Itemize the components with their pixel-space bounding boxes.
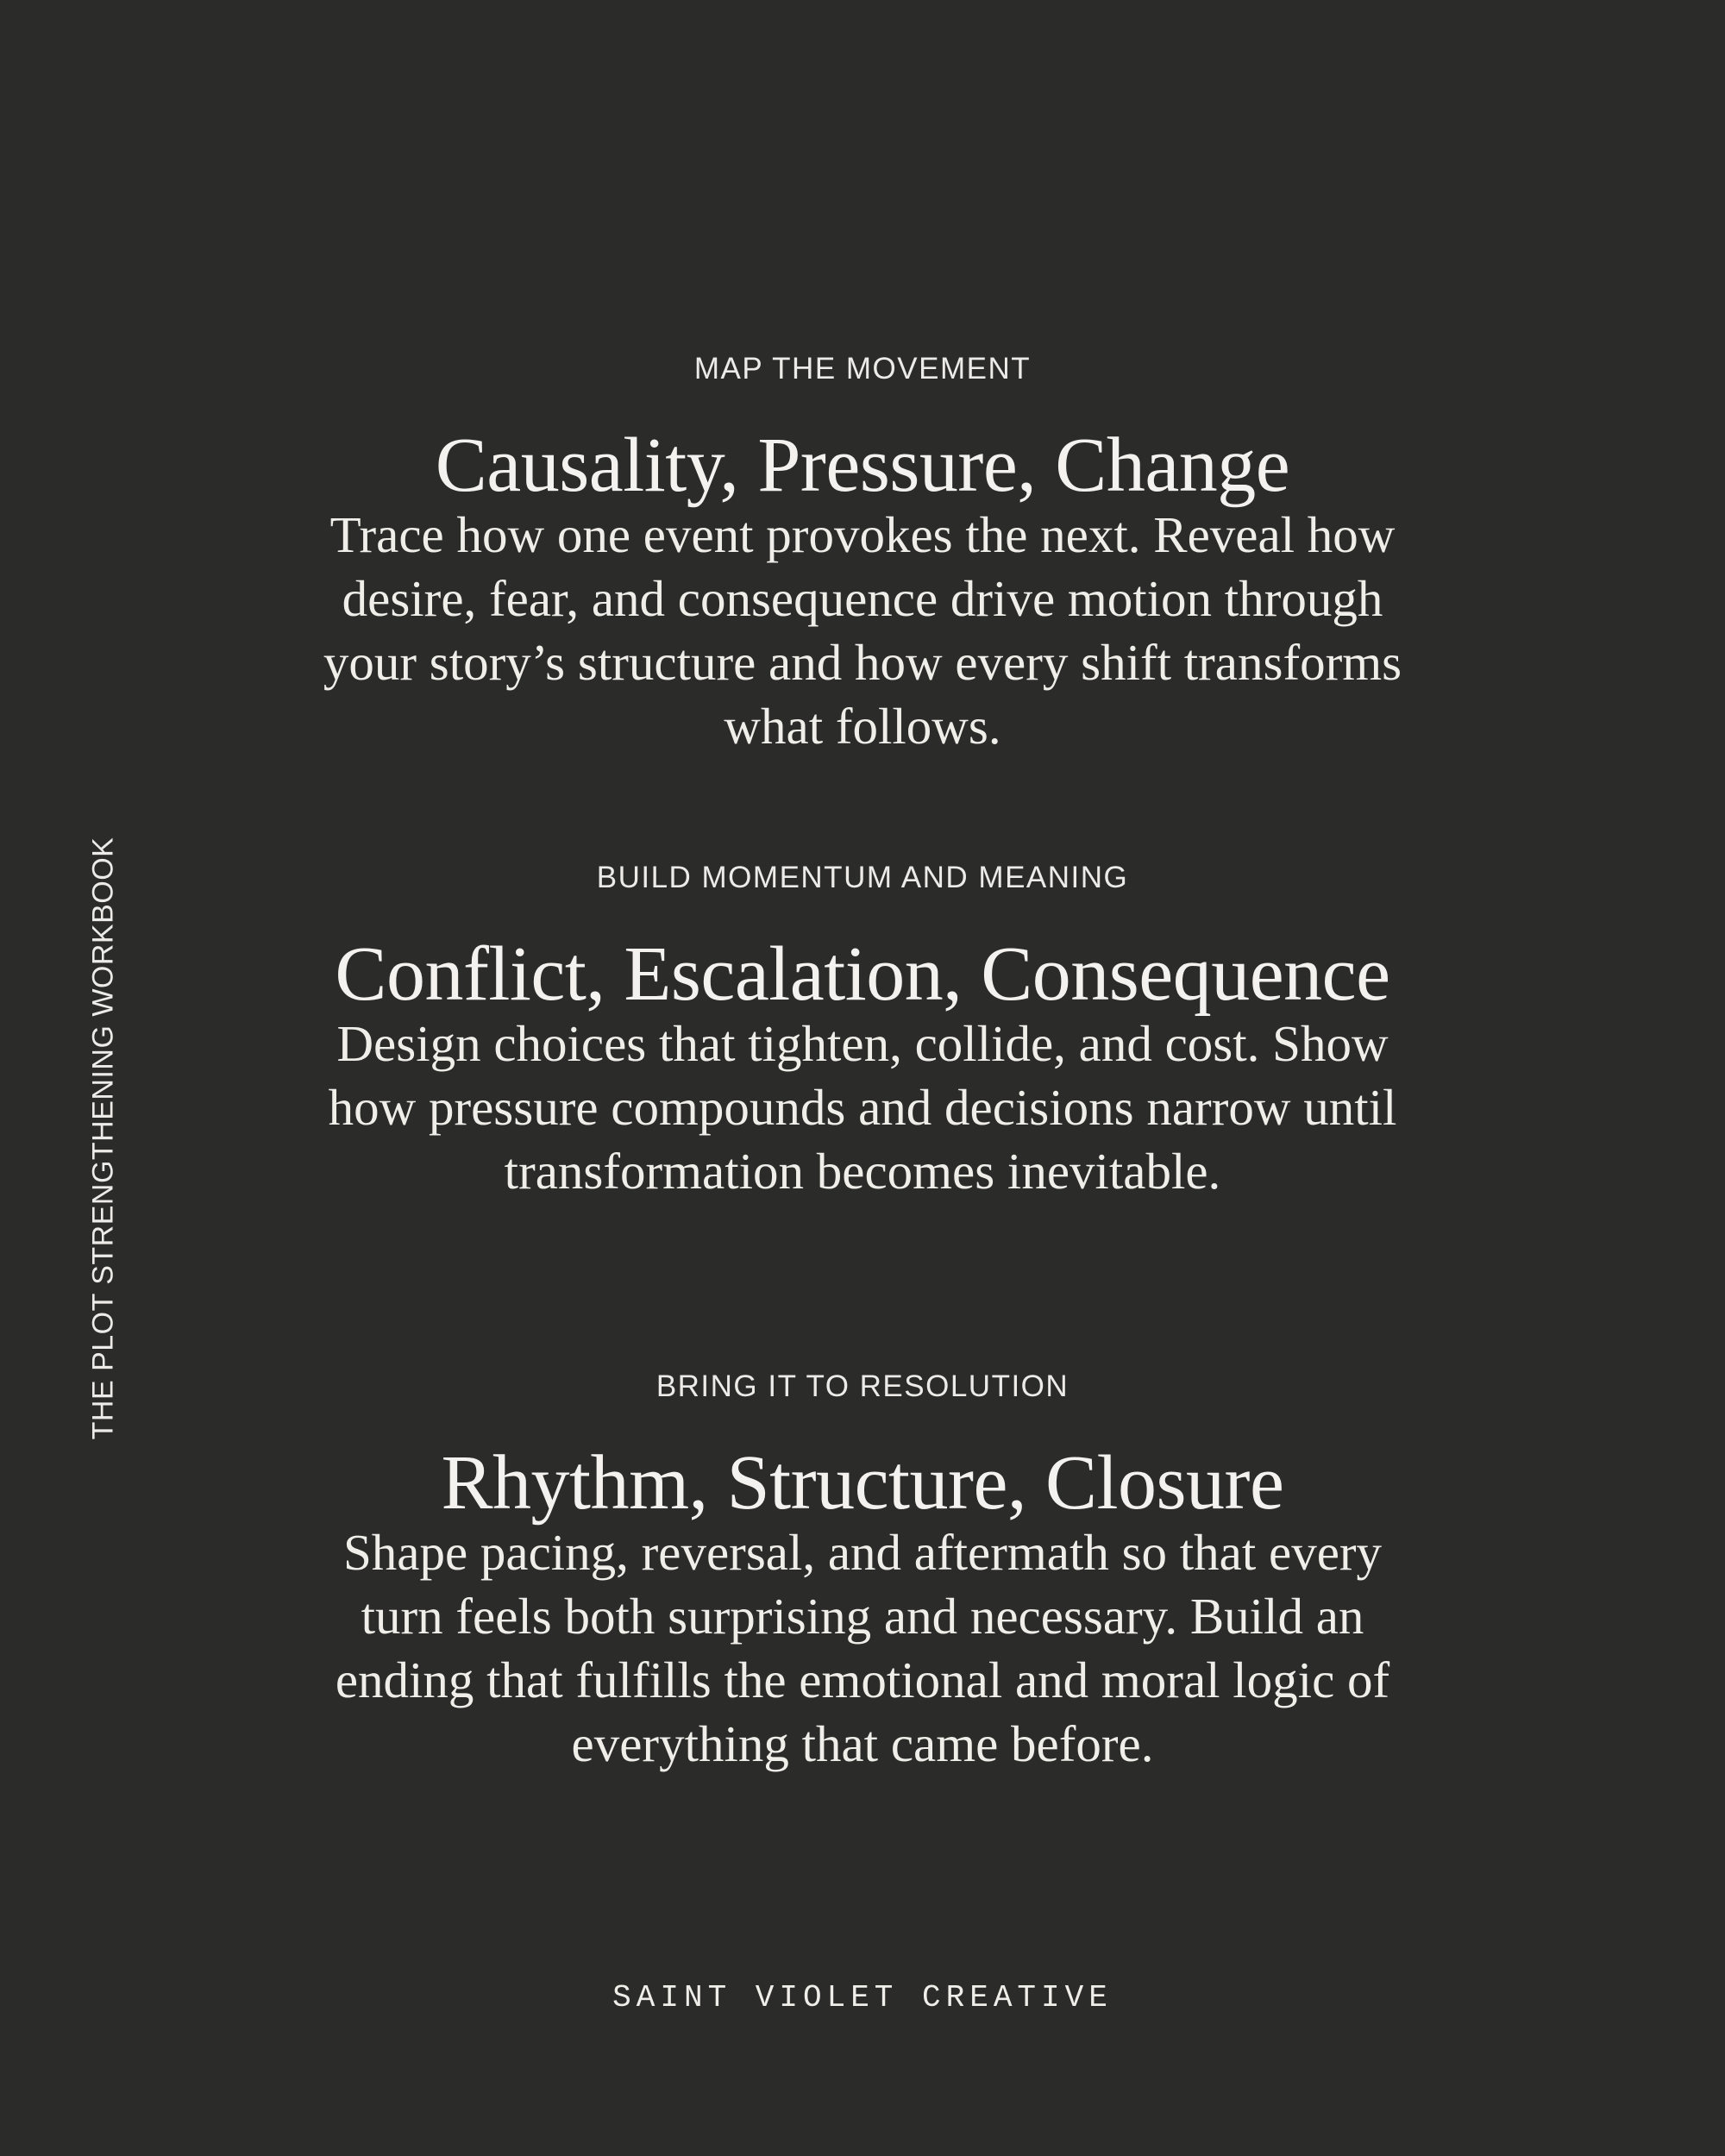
footer-brand: SAINT VIOLET CREATIVE (612, 1980, 1113, 2015)
section-build-momentum (259, 858, 1466, 1203)
section-body: Trace how one event provokes the next. Reveal how desire, fear, and consequence drive motion through your story’s structure and how every shift transforms what follows. (323, 506, 1402, 755)
section-heading: Causality, Pressure, Change (435, 423, 1290, 508)
section-heading: Conflict, Escalation, Consequence (335, 931, 1390, 1017)
section-resolution (259, 1367, 1466, 1776)
section-heading: Rhythm, Structure, Closure (441, 1440, 1284, 1526)
section-body: Shape pacing, reversal, and aftermath so that every turn feels both surprising and necessary. Build an ending that fulfills the emotional and moral logic of everything that came before. (335, 1524, 1390, 1772)
section-body: Design choices that tighten, collide, and cost. Show how pressure compounds and decisions narrow until transformation becomes inevitable. (328, 1015, 1397, 1200)
section-map-the-movement (259, 349, 1466, 758)
section-eyebrow: MAP THE MOVEMENT (693, 352, 1032, 385)
section-eyebrow: BUILD MOMENTUM AND MEANING (596, 861, 1129, 894)
section-eyebrow: BRING IT TO RESOLUTION (656, 1369, 1070, 1403)
vertical-workbook-title: THE PLOT STRENGTHENING WORKBOOK (86, 837, 120, 1440)
